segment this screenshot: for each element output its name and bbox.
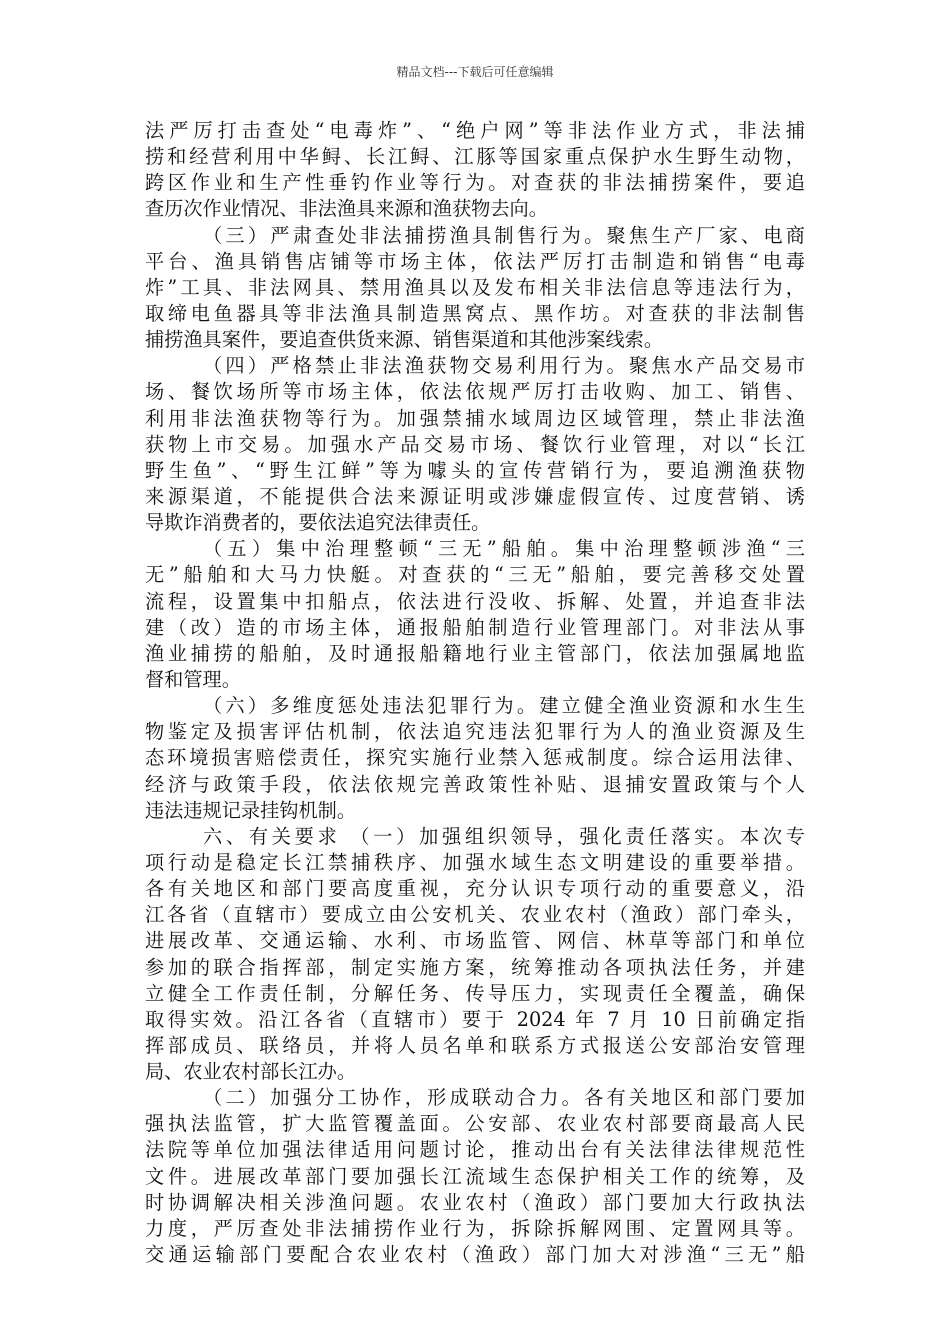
- text-line: 态环境损害赔偿责任，探究实施行业禁入惩戒制度。综合运用法律、: [145, 746, 805, 770]
- text-line: 经济与政策手段，依法依规完善政策性补贴、退捕安置政策与个人: [145, 772, 805, 796]
- text-line: 项行动是稳定长江禁捕秩序、加强水域生态文明建设的重要举措。: [145, 850, 805, 874]
- text-line: 江各省（直辖市）要成立由公安机关、农业农村（渔政）部门牵头，: [145, 903, 805, 927]
- text-line: 导欺诈消费者的，要依法追究法律责任。: [145, 511, 491, 535]
- text-line: 时协调解决相关涉渔问题。农业农村（渔政）部门要加大行政执法: [145, 1190, 805, 1214]
- text-line: 场、餐饮场所等市场主体，依法依规严厉打击收购、加工、销售、: [145, 380, 805, 404]
- text-line: 渔业捕捞的船舶，及时通报船籍地行业主管部门，依法加强属地监: [145, 641, 805, 665]
- text-line: 挥部成员、联络员，并将人员名单和联系方式报送公安部治安管理: [145, 1033, 805, 1057]
- text-line: （二）加强分工协作，形成联动合力。各有关地区和部门要加: [203, 1086, 805, 1110]
- text-line: 无”船舶和大马力快艇。对查获的“三无”船舶，要完善移交处置: [145, 563, 805, 587]
- text-line: （四）严格禁止非法渔获物交易利用行为。聚焦水产品交易市: [203, 354, 805, 378]
- text-line: 来源渠道，不能提供合法来源证明或涉嫌虚假宣传、过度营销、诱: [145, 484, 805, 508]
- paragraph: [145, 353, 805, 536]
- text-line: 交通运输部门要配合农业农村（渔政）部门加大对涉渔“三无”船: [145, 1243, 805, 1267]
- text-line: 流程，设置集中扣船点，依法进行没收、拆解、处置，并追查非法: [145, 589, 805, 613]
- text-line: 法严厉打击查处“电毒炸”、“绝户网”等非法作业方式，非法捕: [145, 119, 805, 142]
- text-line: 平台、渔具销售店铺等市场主体，依法严厉打击制造和销售“电毒: [145, 249, 805, 273]
- text-line: 利用非法渔获物等行为。加强禁捕水域周边区域管理，禁止非法渔: [145, 406, 805, 430]
- text-line: 法院等单位加强法律适用问题讨论，推动出台有关法律法律规范性: [145, 1138, 805, 1162]
- text-line: 捞和经营利用中华鲟、长江鲟、江豚等国家重点保护水生野生动物，: [145, 145, 805, 169]
- text-line: 力度，严厉查处非法捕捞作业行为，拆除拆解网围、定置网具等。: [145, 1216, 805, 1240]
- paragraph: [145, 1085, 805, 1268]
- text-line: 取得实效。沿江各省（直辖市）要于 2024 年 7 月 10 日前确定指: [145, 1007, 805, 1031]
- text-line: 建（改）造的市场主体，通报船舶制造行业管理部门。对非法从事: [145, 615, 805, 639]
- text-line: 进展改革、交通运输、水利、市场监管、网信、林草等部门和单位: [145, 929, 805, 953]
- paragraph: [145, 223, 805, 354]
- text-line: 文件。进展改革部门要加强长江流域生态保护相关工作的统筹，及: [145, 1164, 805, 1188]
- page-header: 精品文档---下载后可任意编辑: [396, 65, 554, 79]
- paragraph: [145, 824, 805, 1085]
- text-line: 局、农业农村部长江办。: [145, 1060, 357, 1084]
- text-line: 各有关地区和部门要高度重视，充分认识专项行动的重要意义，沿: [145, 877, 805, 901]
- text-line: （六）多维度惩处违法犯罪行为。建立健全渔业资源和水生生: [203, 694, 805, 718]
- text-line: 野生鱼”、“野生江鲜”等为噱头的宣传营销行为，要追溯渔获物: [145, 458, 805, 482]
- text-line: 立健全工作责任制，分解任务、传导压力，实现责任全覆盖，确保: [145, 981, 805, 1005]
- text-line: 捕捞渔具案件，要追查供货来源、销售渠道和其他涉案线索。: [145, 328, 664, 352]
- text-line: 查历次作业情况、非法渔具来源和渔获物去向。: [145, 197, 548, 221]
- paragraph: [145, 536, 805, 693]
- text-line: 物鉴定及损害评估机制，依法追究违法犯罪行为人的渔业资源及生: [145, 720, 805, 744]
- paragraph: [145, 118, 805, 223]
- paragraph: [145, 693, 805, 824]
- text-line: （三）严肃查处非法捕捞渔具制售行为。聚焦生产厂家、电商: [203, 223, 805, 247]
- text-line: 参加的联合指挥部，制定实施方案，统筹推动各项执法任务，并建: [145, 955, 805, 979]
- text-line: 强执法监管，扩大监管覆盖面。公安部、农业农村部要商最高人民: [145, 1112, 805, 1136]
- text-line: 炸”工具、非法网具、禁用渔具以及发布相关非法信息等违法行为，: [145, 275, 805, 299]
- text-line: 督和管理。: [145, 667, 241, 691]
- text-line: 违法违规记录挂钩机制。: [145, 798, 357, 822]
- text-line: 取缔电鱼器具等非法渔具制造黑窝点、黑作坊。对查获的非法制售: [145, 301, 805, 325]
- document-body: [145, 118, 805, 1268]
- text-line: 跨区作业和生产性垂钓作业等行为。对查获的非法捕捞案件，要追: [145, 171, 805, 195]
- text-line: 六、有关要求 （一）加强组织领导，强化责任落实。本次专: [203, 824, 805, 848]
- text-line: （五）集中治理整顿“三无”船舶。集中治理整顿涉渔“三: [203, 537, 805, 561]
- text-line: 获物上市交易。加强水产品交易市场、餐饮行业管理，对以“长江: [145, 432, 805, 456]
